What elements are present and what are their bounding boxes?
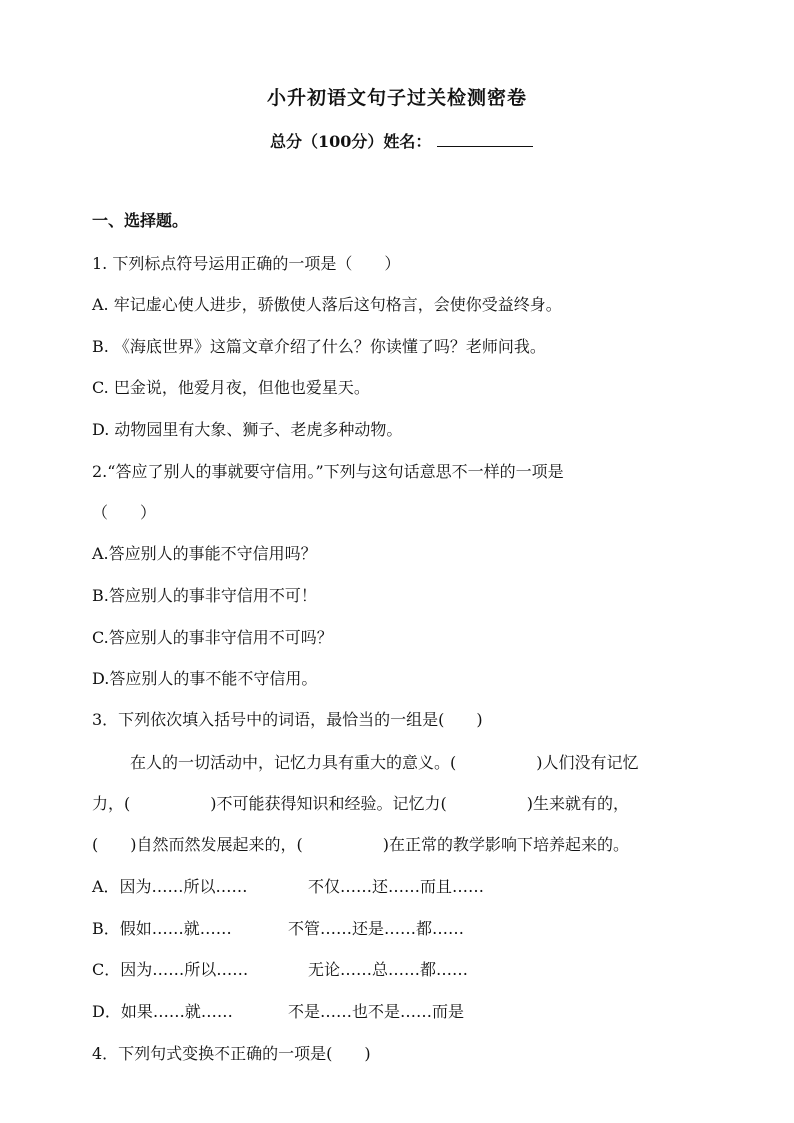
section-heading: 一、选择题。 bbox=[92, 211, 189, 230]
option-c-left: C．因为……所以…… bbox=[92, 960, 249, 979]
question-3-passage-line-2: 力，( )不可能获得知识和经验。记忆力( )生来就有的， bbox=[92, 794, 629, 813]
question-1-option-b: B. 《海底世界》这篇文章介绍了什么？你读懂了吗？老师问我。 bbox=[92, 337, 546, 356]
question-1-option-d: D. 动物园里有大象、狮子、老虎多种动物。 bbox=[92, 420, 403, 439]
option-d-right: 不是……也不是……而是 bbox=[288, 1002, 465, 1021]
question-2-stem-bracket: （ ） bbox=[92, 503, 157, 522]
question-3-stem: 3．下列依次填入括号中的词语，最恰当的一组是( ) bbox=[92, 710, 483, 729]
question-3-option-a bbox=[92, 876, 484, 898]
question-2-option-a: A.答应别人的事能不守信用吗？ bbox=[92, 544, 317, 563]
question-2-option-d: D.答应别人的事不能不守信用。 bbox=[92, 669, 318, 688]
exam-subtitle bbox=[270, 130, 533, 153]
option-d-left: D．如果……就…… bbox=[92, 1002, 233, 1021]
question-3-passage-line-3: ( )自然而然发展起来的，( )在正常的教学影响下培养起来的。 bbox=[92, 835, 629, 854]
option-a-left: A．因为……所以…… bbox=[92, 877, 248, 896]
score-and-name-label: 总分（100分）姓名： bbox=[270, 132, 432, 151]
option-c-right: 无论……总……都…… bbox=[308, 960, 469, 979]
question-4-stem: 4．下列句式变换不正确的一项是( ) bbox=[92, 1044, 371, 1063]
option-a-right: 不仅……还……而且…… bbox=[308, 877, 485, 896]
question-1-option-c: C. 巴金说，他爱月夜，但他也爱星天。 bbox=[92, 378, 370, 397]
question-3-option-c bbox=[92, 959, 468, 981]
question-1-option-a: A. 牢记虚心使人进步，骄傲使人落后这句格言，会使你受益终身。 bbox=[92, 295, 562, 314]
question-3-option-d bbox=[92, 1001, 464, 1023]
option-b-right: 不管……还是……都…… bbox=[288, 919, 465, 938]
name-blank bbox=[437, 130, 533, 147]
option-b-left: B．假如……就…… bbox=[92, 919, 232, 938]
question-3-option-b bbox=[92, 918, 464, 940]
question-3-passage-line-1: 在人的一切活动中，记忆力具有重大的意义。( )人们没有记忆 bbox=[130, 753, 639, 772]
question-2-option-c: C.答应别人的事非守信用不可吗？ bbox=[92, 628, 333, 647]
question-2-stem: 2.“答应了别人的事就要守信用。”下列与这句话意思不一样的一项是 bbox=[92, 462, 564, 481]
exam-title: 小升初语文句子过关检测密卷 bbox=[266, 87, 527, 109]
question-1-stem: 1. 下列标点符号运用正确的一项是（ ） bbox=[92, 254, 401, 273]
question-2-option-b: B.答应别人的事非守信用不可！ bbox=[92, 586, 317, 605]
